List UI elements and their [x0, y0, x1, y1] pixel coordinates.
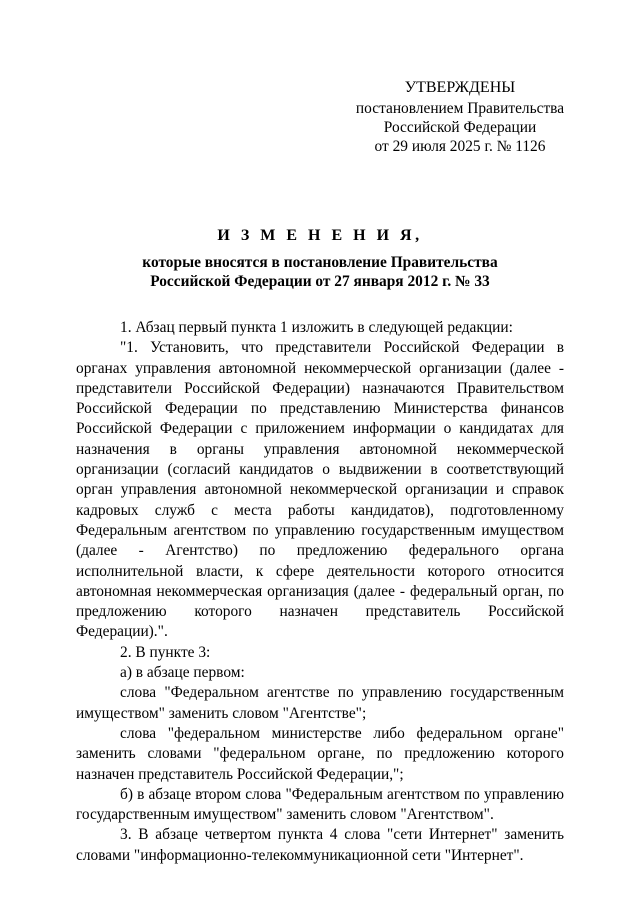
- paragraph-6: слова "федеральном министерстве либо федеральном органе" заменить словами "федеральном органе, по предложению которого назначен представитель Российской Федерации,";: [76, 724, 564, 783]
- document-header: [60, 226, 580, 291]
- approval-stamp: [340, 78, 580, 156]
- document-subtitle-line-2: Российской Федерации от 27 января 2012 г. № 33: [150, 273, 490, 290]
- approval-line-3: от 29 июля 2025 г. № 1126: [374, 138, 546, 155]
- approval-line-2: Российской Федерации: [383, 119, 537, 136]
- paragraph-8: 3. В абзаце четвертом пункта 4 слова "сети Интернет" заменить словами "информационно-телекоммуникационной сети "Интернет".: [76, 826, 564, 864]
- document-title: И З М Е Н Е Н И Я,: [217, 227, 423, 244]
- document-subtitle-line-1: которые вносятся в постановление Правительства: [142, 254, 498, 271]
- paragraph-5: слова "Федеральном агентстве по управлению государственным имуществом" заменить словом "Агентстве";: [76, 684, 564, 722]
- approval-line-1: постановлением Правительства: [355, 100, 565, 117]
- paragraph-4: а) в абзаце первом:: [120, 664, 245, 682]
- paragraph-7: б) в абзаце втором слова "Федеральным агентством по управлению государственным имуществом" заменить словом "Агентством".: [76, 785, 564, 824]
- paragraph-3: 2. В пункте 3:: [120, 643, 211, 661]
- paragraph-1: 1. Абзац первый пункта 1 изложить в следующей редакции:: [120, 319, 513, 336]
- paragraph-2: "1. Установить, что представители Российской Федерации в органах управления автономной некоммерческой организации (далее - представители Российской Федерации) назначаются Правительством Российской Федерации по представлению Министерства финансов Российской Федерации с приложением информации о кандидатах для назначения в органы управления автономной некоммерческой организации (согласий кандидатов о выдвижении в соответствующий орган управления автономной некоммерческой организации и справок кадровых служб с места работы кандидатов), подготовленному Федеральным агентством по управлению государственным имуществом (далее - Агентство) по предложению федерального органа исполнительной власти, к сфере деятельности которого относится автономная некоммерческая организация (далее - федеральный орган, по предложению которого назначен представитель Российской Федерации).".: [76, 339, 564, 641]
- document-body: [76, 318, 564, 866]
- approval-heading: УТВЕРЖДЕНЫ: [404, 79, 516, 96]
